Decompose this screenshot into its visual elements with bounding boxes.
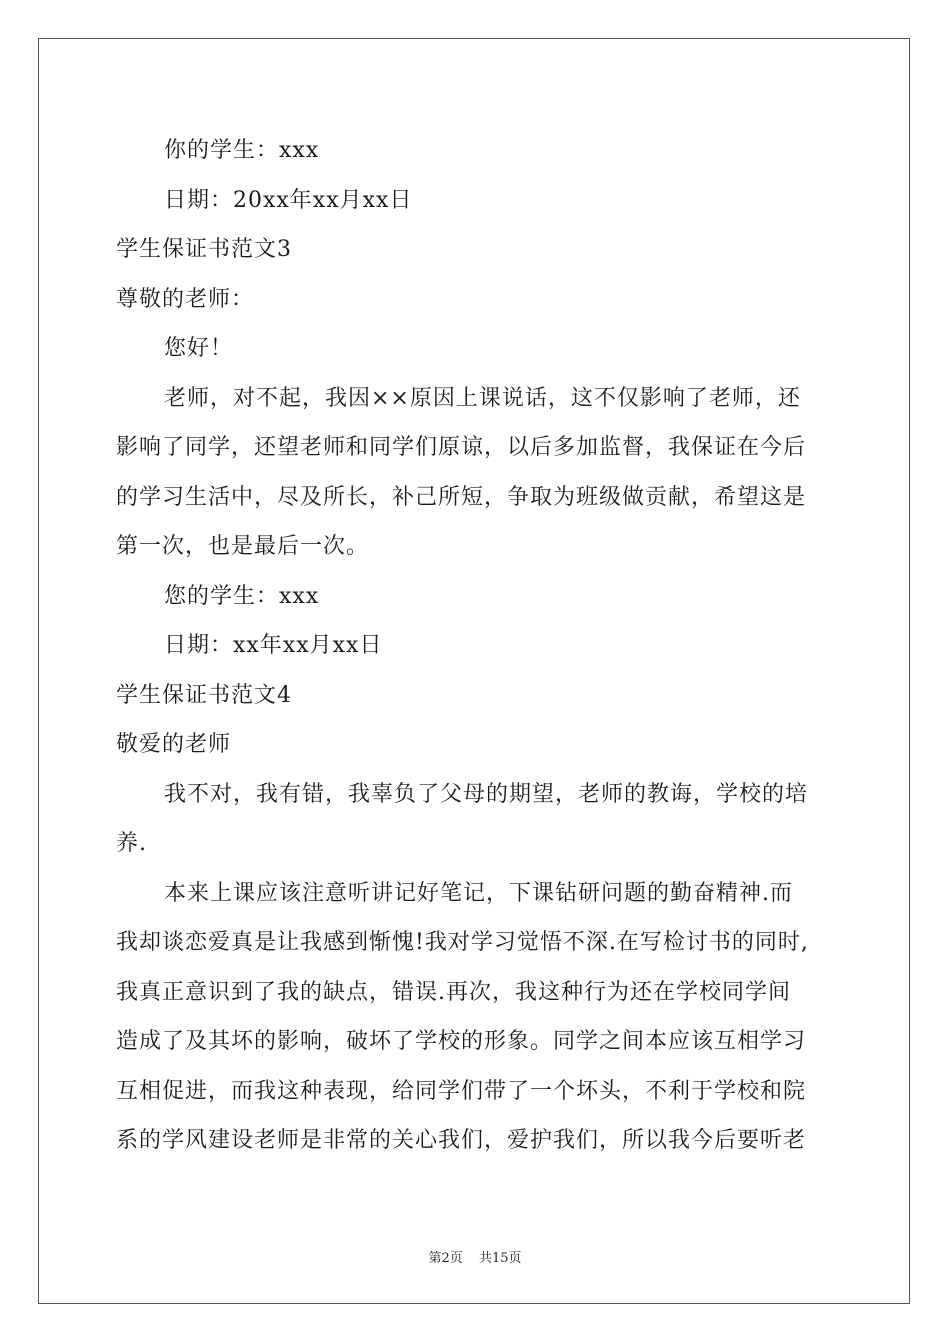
section-heading-4: 学生保证书范文4 [116, 682, 292, 708]
paragraph-line: 互相促进，而我这种表现，给同学们带了一个坏头，不利于学校和院 [116, 1078, 807, 1104]
paragraph-line: 我不对，我有错，我辜负了父母的期望，老师的教诲，学校的培 [164, 781, 809, 807]
paragraph-line: 系的学风建设老师是非常的关心我们，爱护我们，所以我今后要听老 [116, 1128, 807, 1153]
date-line: 日期：20xx年xx月xx日 [164, 187, 413, 213]
paragraph-line: 养. [116, 831, 147, 856]
paragraph-line: 影响了同学，还望老师和同学们原谅，以后多加监督，我保证在今后 [116, 435, 807, 460]
paragraph-line: 老师，对不起，我因××原因上课说话，这不仅影响了老师，还 [164, 385, 801, 411]
signature-line: 你的学生：xxx [164, 138, 320, 163]
page-footer [0, 1247, 950, 1266]
salutation: 敬爱的老师 [116, 732, 232, 757]
document-body [116, 126, 836, 1166]
salutation: 尊敬的老师： [116, 286, 255, 312]
section-heading-3: 学生保证书范文3 [116, 237, 292, 262]
paragraph-line: 的学习生活中，尽及所长，补己所短，争取为班级做贡献，希望这是 [116, 484, 807, 510]
paragraph-line: 本来上课应该注意听讲记好笔记，下课钻研问题的勤奋精神.而 [164, 880, 793, 906]
paragraph-line: 造成了及其坏的影响，破坏了学校的形象。同学之间本应该互相学习 [116, 1029, 807, 1054]
page-number: 第2页 [428, 1251, 463, 1266]
paragraph-line: 我真正意识到了我的缺点，错误.再次，我这种行为还在学校同学间 [116, 979, 791, 1005]
greeting: 您好！ [164, 336, 234, 361]
paragraph-line: 我却谈恋爱真是让我感到惭愧!我对学习觉悟不深.在写检讨书的同时, [116, 930, 809, 955]
paragraph-line: 第一次，也是最后一次。 [116, 534, 370, 559]
signature-line: 您的学生：xxx [164, 583, 320, 609]
date-line: 日期：xx年xx月xx日 [164, 633, 383, 658]
total-pages: 共15页 [478, 1251, 522, 1266]
